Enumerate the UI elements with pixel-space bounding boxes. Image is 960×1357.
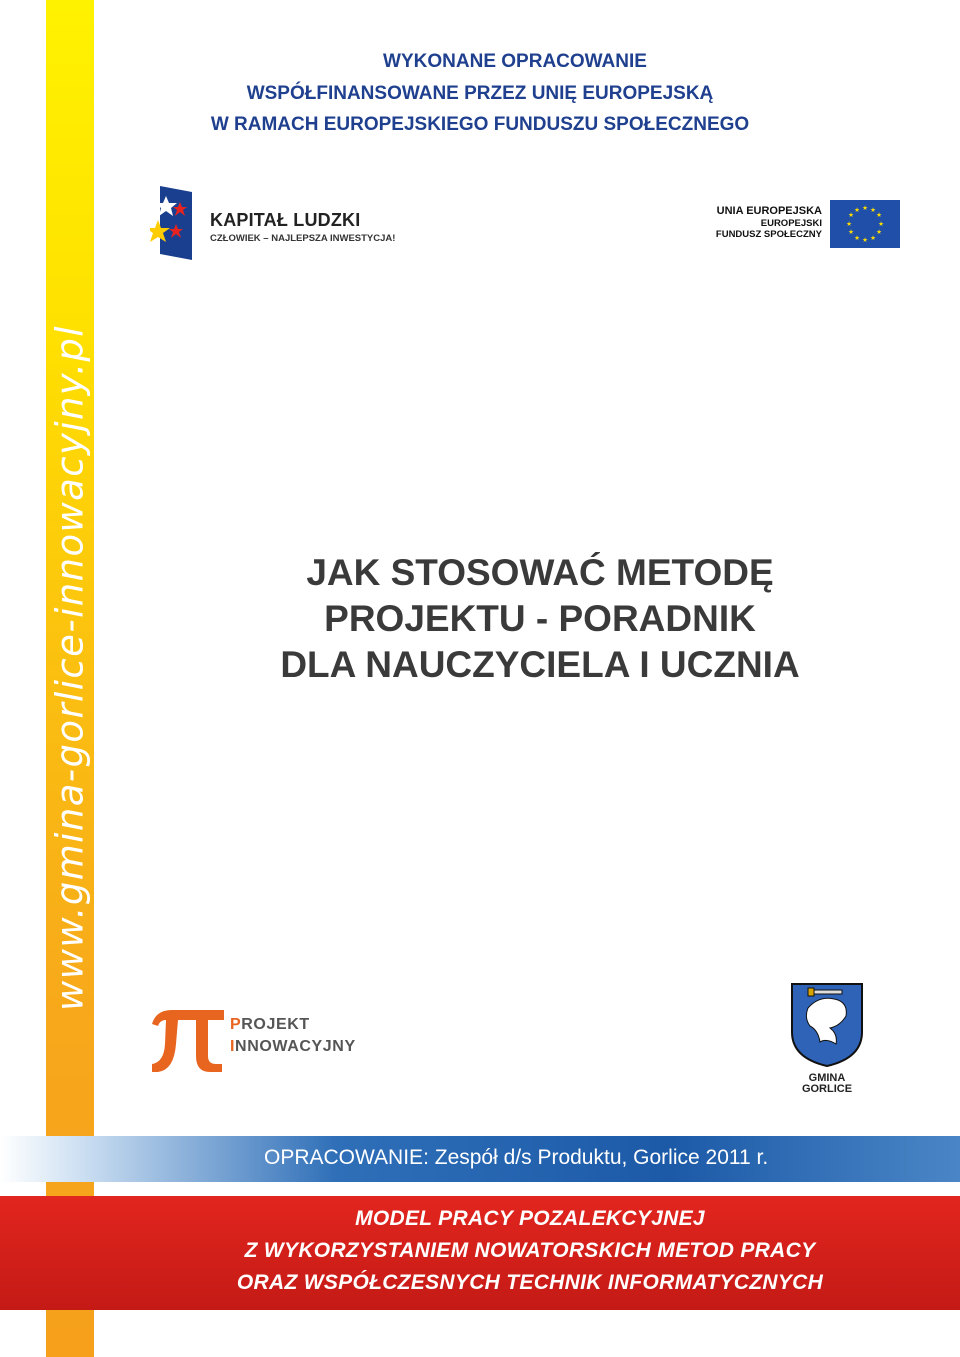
eu-flag-icon [830, 200, 900, 248]
title-line-1: JAK STOSOWAĆ METODĘ [306, 552, 774, 593]
eu-line-1: UNIA EUROPEJSKA [716, 205, 822, 217]
header-line-2: WSPÓŁFINANSOWANE PRZEZ UNIĘ EUROPEJSKĄ [246, 82, 714, 104]
gmina-line-1: GMINA [808, 1072, 846, 1084]
gmina-gorlice-crest [786, 982, 868, 1100]
svg-text:★: ★ [870, 234, 876, 242]
title-line-3: DLA NAUCZYCIELA I UCZNIA [280, 644, 800, 685]
svg-text:★: ★ [876, 211, 882, 219]
kapital-ludzki-logo [150, 186, 410, 262]
gmina-line-2: GORLICE [801, 1083, 853, 1095]
svg-text:★: ★ [848, 211, 854, 219]
kapital-ludzki-mark-icon [150, 186, 196, 262]
projekt-innowacyjny-logo [150, 1004, 390, 1078]
pi-symbol-icon [150, 1004, 226, 1074]
svg-text:★: ★ [846, 220, 852, 228]
website-url: www.gmina-gorlice-innowacyjny.pl [48, 325, 92, 1011]
model-line-1: MODEL PRACY POZALEKCYJNEJ [355, 1207, 705, 1230]
kapital-ludzki-title: KAPITAŁ LUDZKI [210, 210, 361, 230]
innowacyjny-rest: NNOWACYJNY [235, 1038, 356, 1055]
document-title [120, 550, 960, 688]
svg-text:★: ★ [862, 236, 868, 244]
model-line-3: ORAZ WSPÓŁCZESNYCH TECHNIK INFORMATYCZNYCH [236, 1271, 824, 1294]
svg-text:★: ★ [878, 220, 884, 228]
eu-logo-text [716, 206, 822, 241]
header-line-1: WYKONANE OPRACOWANIE [383, 51, 647, 72]
svg-text:★: ★ [862, 204, 868, 212]
model-line-2: Z WYKORZYSTANIEM NOWATORSKICH METOD PRACY [244, 1239, 816, 1262]
cofinancing-header [0, 46, 960, 141]
svg-text:★: ★ [870, 206, 876, 214]
projekt-rest: ROJEKT [241, 1016, 310, 1033]
svg-text:★: ★ [854, 234, 860, 242]
eu-line-2: EUROPEJSKI [760, 217, 822, 229]
header-line-3: W RAMACH EUROPEJSKIEGO FUNDUSZU SPOŁECZNEGO [210, 114, 750, 135]
svg-text:★: ★ [876, 228, 882, 236]
title-line-2: PROJEKTU - PORADNIK [324, 598, 756, 639]
eu-efs-logo [715, 200, 900, 248]
innowacyjny-initial: I [230, 1038, 236, 1055]
gmina-label [786, 1073, 868, 1095]
projekt-initial: P [230, 1016, 242, 1033]
model-description [100, 1203, 960, 1299]
svg-text:★: ★ [848, 228, 854, 236]
projekt-innowacyjny-text [230, 1014, 356, 1058]
authors-text: OPRACOWANIE: Zespół d/s Produktu, Gorlice 2011 r. [264, 1146, 769, 1169]
eu-line-3: FUNDUSZ SPOŁECZNY [715, 229, 822, 240]
svg-text:★: ★ [854, 206, 860, 214]
coat-of-arms-icon [790, 982, 864, 1068]
kapital-ludzki-subtitle: CZŁOWIEK – NAJLEPSZA INWESTYCJA! [210, 233, 396, 244]
